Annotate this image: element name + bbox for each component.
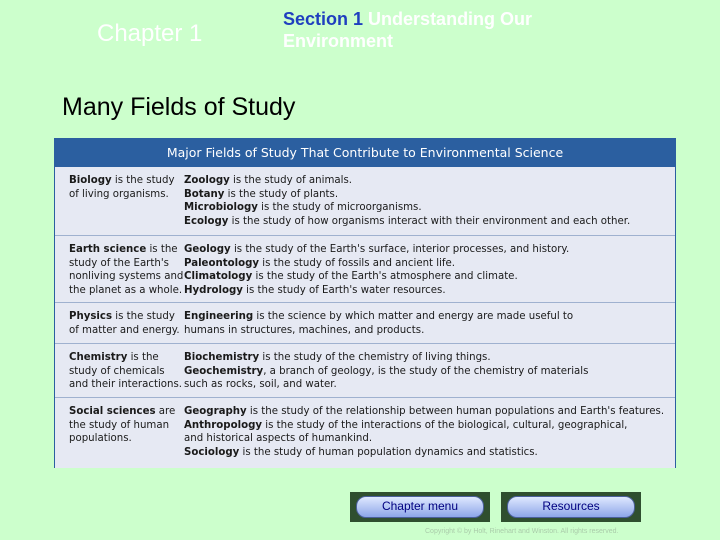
subfield-text: such as rocks, soil, and water. xyxy=(184,379,337,391)
subfield-term: Geology xyxy=(184,244,231,255)
subfield-text: is the study of plants. xyxy=(224,188,339,200)
subfield-line xyxy=(184,324,669,338)
subfield-text: is the study of how organisms interact with their environment and each other. xyxy=(228,215,631,227)
section-title xyxy=(283,8,603,52)
copyright-notice: Copyright © by Holt, Rinehart and Winston. All rights reserved. xyxy=(425,528,619,535)
table-row xyxy=(55,167,675,236)
subfield-line xyxy=(184,446,669,460)
subfield-line xyxy=(184,215,669,229)
subfield-term: Paleontology xyxy=(184,257,260,269)
subfield-term: Biochemistry xyxy=(184,352,260,363)
subfield-term: Sociology xyxy=(184,446,240,458)
discipline-cell xyxy=(55,167,184,235)
discipline-term: Earth science xyxy=(69,244,147,255)
subfield-term: Ecology xyxy=(184,215,229,227)
subfield-line xyxy=(184,284,669,298)
subfield-text: humans in structures, machines, and products. xyxy=(184,324,425,336)
subfield-line xyxy=(184,432,669,446)
subfield-line xyxy=(184,405,669,419)
subfield-line xyxy=(184,243,669,257)
discipline-cell xyxy=(55,344,184,397)
subfields-cell xyxy=(184,167,675,235)
subfield-term: Microbiology xyxy=(184,202,258,214)
subfield-line xyxy=(184,351,669,365)
subfield-line xyxy=(184,378,669,392)
discipline-description: are the study of human populations. xyxy=(69,406,176,445)
discipline-term: Social sciences xyxy=(69,406,156,417)
section-number: Section 1 xyxy=(283,9,364,29)
subfield-line xyxy=(184,174,669,188)
subfields-cell xyxy=(184,303,675,343)
subfield-line xyxy=(184,188,669,202)
subfields-cell xyxy=(184,398,675,468)
resources-label: Resources xyxy=(507,496,635,518)
section-name: Understanding Our Environment xyxy=(283,9,533,51)
subfield-text: is the study of the Earth's atmosphere and climate. xyxy=(252,271,518,283)
table-row xyxy=(55,236,675,303)
discipline-description: is the study of living organisms. xyxy=(69,175,175,200)
subfield-text: is the study of fossils and ancient life. xyxy=(259,257,456,269)
subfield-text: and historical aspects of humankind. xyxy=(184,433,373,445)
discipline-term: Chemistry xyxy=(69,352,128,363)
subfield-term: Hydrology xyxy=(184,284,243,296)
table-row xyxy=(55,398,675,468)
subfield-text: is the study of microorganisms. xyxy=(257,202,422,214)
subfield-term: Zoology xyxy=(184,175,230,186)
subfield-text: is the study of the Earth's surface, interior processes, and history. xyxy=(230,244,570,255)
subfield-term: Botany xyxy=(184,188,225,200)
chapter-menu-label: Chapter menu xyxy=(356,496,484,518)
subfield-term: Climatology xyxy=(184,271,253,283)
discipline-cell xyxy=(55,303,184,343)
subfield-term: Geography xyxy=(184,406,247,417)
discipline-description: is the study of matter and energy. xyxy=(69,311,180,336)
table-body xyxy=(55,167,675,468)
subfields-cell xyxy=(184,236,675,302)
subfield-text: is the study of the interactions of the biological, cultural, geographical, xyxy=(262,419,628,431)
resources-button[interactable] xyxy=(501,492,641,522)
subfield-term: Geochemistry xyxy=(184,365,264,377)
discipline-description: is the study of the Earth's nonliving systems and the planet as a whole. xyxy=(69,244,184,296)
table-row xyxy=(55,303,675,344)
subfield-text: is the science by which matter and energy are made useful to xyxy=(253,311,574,322)
chapter-menu-button[interactable] xyxy=(350,492,490,522)
subfield-text: is the study of the relationship between human populations and Earth's features. xyxy=(246,406,665,417)
table-row xyxy=(55,344,675,398)
discipline-description: is the study of chemicals and their interactions. xyxy=(69,352,183,391)
subfield-text: is the study of animals. xyxy=(229,175,353,186)
discipline-term: Biology xyxy=(69,175,112,186)
subfield-term: Engineering xyxy=(184,311,254,322)
subfield-line xyxy=(184,310,669,324)
discipline-cell xyxy=(55,398,184,468)
subfield-text: is the study of human population dynamics and statistics. xyxy=(239,446,538,458)
discipline-cell xyxy=(55,236,184,302)
table-title: Major Fields of Study That Contribute to Environmental Science xyxy=(55,139,675,167)
subfield-line xyxy=(184,419,669,433)
subfield-text: , a branch of geology, is the study of the chemistry of materials xyxy=(263,365,589,377)
subfield-line xyxy=(184,270,669,284)
subfield-text: is the study of the chemistry of living things. xyxy=(259,352,491,363)
chapter-title: Chapter 1 xyxy=(97,20,203,47)
page-title: Many Fields of Study xyxy=(62,93,296,121)
subfield-term: Anthropology xyxy=(184,419,262,431)
subfield-line xyxy=(184,365,669,379)
subfield-line xyxy=(184,201,669,215)
subfield-line xyxy=(184,257,669,271)
fields-of-study-table xyxy=(54,138,676,468)
subfields-cell xyxy=(184,344,675,397)
discipline-term: Physics xyxy=(69,311,113,322)
subfield-text: is the study of Earth's water resources. xyxy=(242,284,446,296)
